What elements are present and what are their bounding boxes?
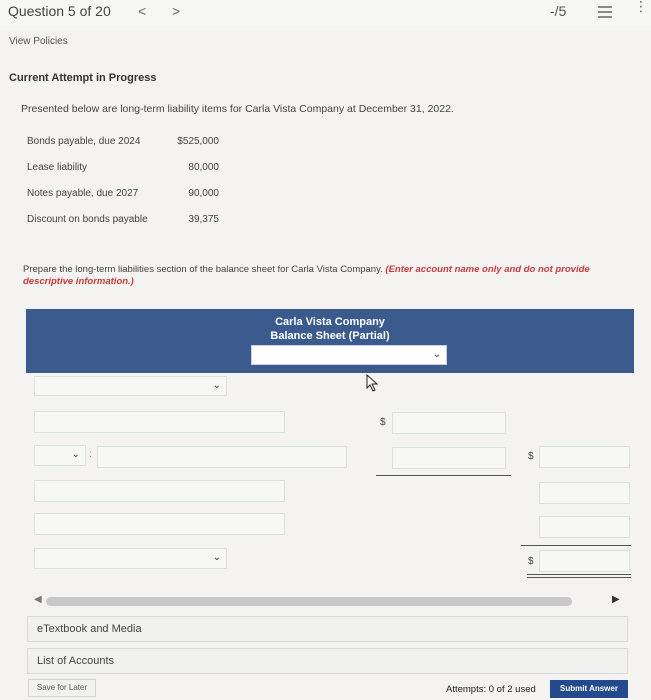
- dollar-sign: $: [380, 417, 386, 428]
- account-name-input[interactable]: [34, 513, 285, 535]
- statement-title: Balance Sheet (Partial): [270, 330, 390, 342]
- chevron-down-icon: ⌄: [212, 552, 221, 563]
- view-policies-link[interactable]: View Policies: [9, 36, 68, 47]
- question-counter: Question 5 of 20: [8, 3, 111, 19]
- amount-input[interactable]: [539, 482, 630, 504]
- chevron-down-icon: ⌄: [71, 449, 80, 460]
- question-score: -/5: [550, 3, 567, 19]
- save-for-later-button[interactable]: Save for Later: [28, 679, 96, 697]
- grand-total-input[interactable]: [539, 550, 630, 572]
- more-options-icon[interactable]: ⋮: [634, 0, 648, 14]
- instruction-main: Prepare the long-term liabilities section of the balance sheet for Carla Vista Company.: [23, 264, 383, 275]
- total-label-select[interactable]: [34, 548, 227, 569]
- chevron-down-icon: ⌄: [212, 380, 221, 391]
- total-underline: [521, 545, 631, 546]
- top-bar: [0, 0, 651, 30]
- total-amount-input[interactable]: [539, 446, 630, 468]
- item-value: 39,375: [188, 214, 219, 225]
- account-name-input[interactable]: [97, 446, 347, 468]
- horizontal-scrollbar[interactable]: [46, 597, 572, 606]
- item-name: Bonds payable, due 2024: [27, 136, 141, 147]
- scroll-left-arrow-icon[interactable]: ◀: [34, 594, 42, 605]
- submit-answer-button[interactable]: Submit Answer: [550, 680, 628, 698]
- item-value: 90,000: [188, 188, 219, 199]
- etextbook-label: eTextbook and Media: [37, 623, 142, 635]
- subtotal-underline: [376, 475, 511, 476]
- instruction-note: (Enter account name only and do not provide descriptive information.): [23, 264, 590, 287]
- statement-header: [26, 309, 634, 373]
- company-name: Carla Vista Company: [275, 316, 385, 328]
- colon-separator: :: [89, 449, 92, 460]
- section-heading-select[interactable]: [34, 376, 227, 396]
- double-underline-bottom: [527, 577, 631, 578]
- etextbook-media-button[interactable]: [27, 616, 628, 642]
- list-of-accounts-button[interactable]: [27, 648, 628, 674]
- item-name: Discount on bonds payable: [27, 214, 148, 225]
- chevron-down-icon: ⌄: [432, 349, 441, 360]
- account-name-input[interactable]: [34, 480, 285, 502]
- dollar-sign: $: [528, 451, 534, 462]
- attempt-status: Current Attempt in Progress: [9, 72, 157, 84]
- next-question-button[interactable]: >: [172, 3, 181, 19]
- less-add-select[interactable]: [34, 445, 86, 466]
- account-name-input[interactable]: [34, 411, 285, 433]
- previous-question-button[interactable]: <: [138, 3, 147, 19]
- instruction-text: [23, 264, 623, 288]
- dollar-sign: $: [528, 556, 534, 567]
- item-name: Lease liability: [27, 162, 88, 173]
- item-name: Notes payable, due 2027: [27, 188, 139, 199]
- double-underline-top: [527, 574, 631, 575]
- statement-date-select[interactable]: [251, 345, 447, 365]
- item-value: 80,000: [188, 162, 219, 173]
- attempts-counter: Attempts: 0 of 2 used: [446, 684, 536, 695]
- item-value: $525,000: [177, 136, 219, 147]
- amount-input[interactable]: [539, 516, 630, 538]
- question-list-icon[interactable]: [598, 6, 612, 20]
- amount-input[interactable]: [392, 412, 506, 434]
- list-of-accounts-label: List of Accounts: [37, 655, 115, 667]
- mouse-pointer-icon: [366, 374, 380, 392]
- amount-input[interactable]: [392, 447, 506, 469]
- question-intro: Presented below are long-term liability items for Carla Vista Company at December 31, 2022.: [21, 103, 454, 115]
- scroll-right-arrow-icon[interactable]: ▶: [612, 594, 620, 605]
